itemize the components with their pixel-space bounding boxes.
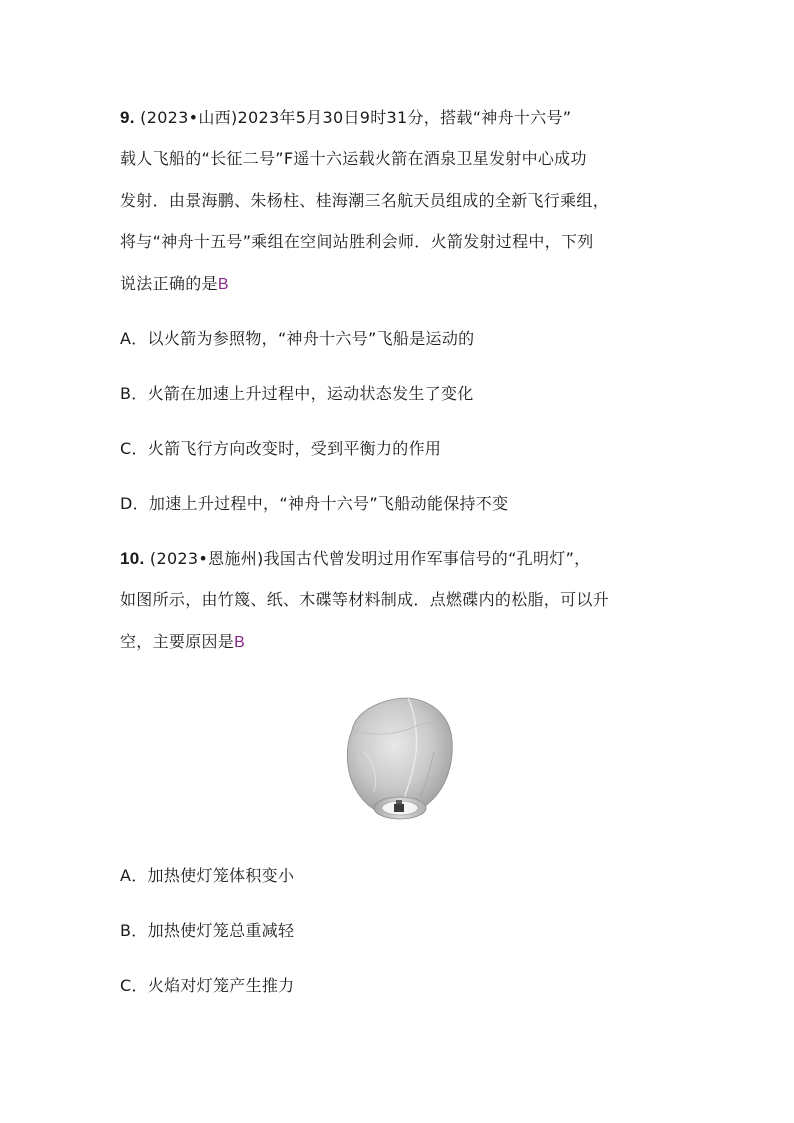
q10-line-2: 如图所示，由竹篾、纸、木碟等材料制成．点燃碟内的松脂，可以升	[120, 590, 610, 609]
q9-line-2: 载人飞船的“长征二号”F遥十六运载火箭在酒泉卫星发射中心成功	[120, 149, 587, 168]
q9-line-1	[120, 107, 571, 129]
q9-line-3: 发射．由景海鹏、朱杨柱、桂海潮三名航天员组成的全新飞行乘组，	[120, 191, 610, 210]
q10-answer: B	[234, 634, 246, 651]
sky-lantern-icon	[334, 692, 458, 832]
q9-stem-text: (2023•山西)2023年5月30日9时31分，搭载“神舟十六号”	[134, 108, 572, 127]
q9-line-4: 将与“神舟十五号”乘组在空间站胜利会师．火箭发射过程中，下列	[120, 232, 594, 251]
q9-option-a: A．以火箭为参照物，“神舟十六号”飞船是运动的	[120, 329, 475, 348]
sky-lantern-figure	[334, 692, 458, 832]
q9-line-5	[120, 273, 229, 296]
q9-answer: B	[217, 276, 229, 293]
q10-line-1	[120, 548, 590, 570]
q10-line-3	[120, 631, 245, 654]
q10-option-c: C．火焰对灯笼产生推力	[120, 976, 295, 995]
q10-number: 10.	[120, 549, 145, 568]
q9-stem-end: 说法正确的是	[120, 274, 218, 293]
q10-option-a: A．加热使灯笼体积变小	[120, 866, 295, 885]
q10-stem-text: (2023•恩施州)我国古代曾发明过用作军事信号的“孔明灯”，	[144, 549, 591, 568]
q10-option-b: B．加热使灯笼总重减轻	[120, 921, 295, 940]
q10-stem-end: 空，主要原因是	[120, 632, 235, 651]
q9-option-b: B．火箭在加速上升过程中，运动状态发生了变化	[120, 384, 474, 403]
q9-option-c: C．火箭飞行方向改变时，受到平衡力的作用	[120, 439, 442, 458]
q9-number: 9.	[120, 108, 135, 127]
q9-option-d: D．加速上升过程中，“神舟十六号”飞船动能保持不变	[120, 494, 509, 513]
